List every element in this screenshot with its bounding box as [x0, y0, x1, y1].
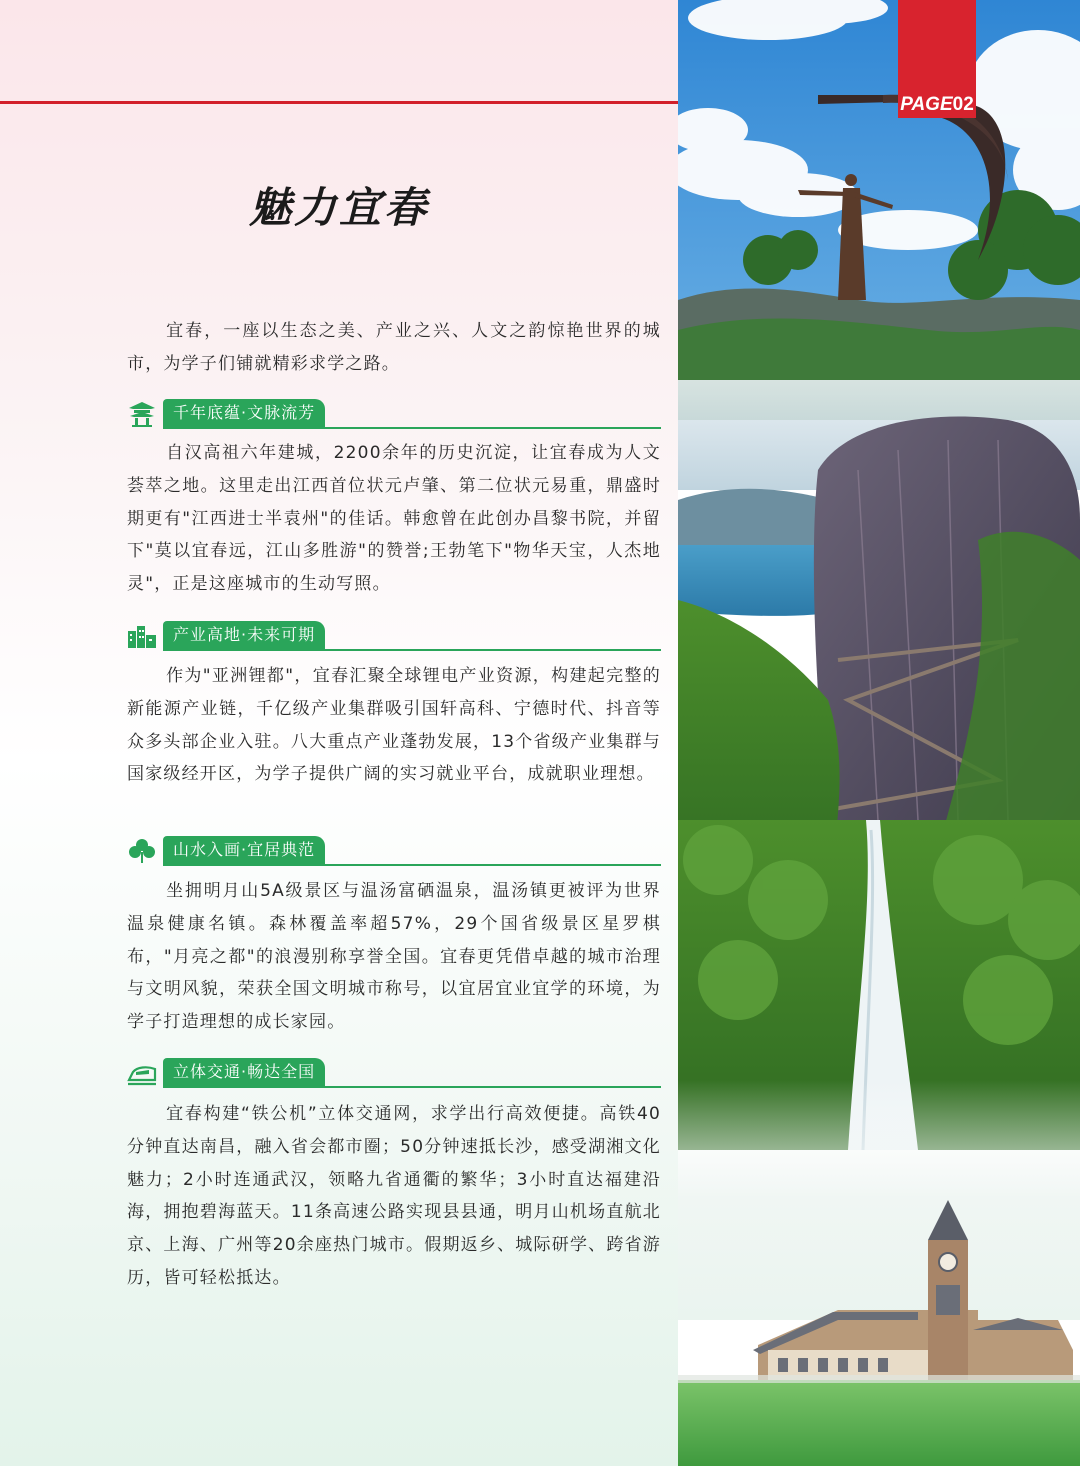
page-title: 魅力宜春	[248, 183, 429, 232]
clover-icon	[127, 838, 157, 864]
section-underline	[163, 864, 661, 866]
section-body-culture: 自汉高祖六年建城，2200余年的历史沉淀，让宜春成为人文荟萃之地。这里走出江西首位状元卢肇、第二位状元易重，鼎盛时期更有"江西进士半袁州"的佳话。韩愈曾在此创办昌黎书院，并留下"莫以宜春远，江山多胜游"的赞誉;王勃笔下"物华天宝，人杰地灵"，正是这座城市的生动写照。	[127, 443, 661, 595]
scenery-illustration	[678, 0, 1080, 1466]
section-heading-transport	[127, 1058, 661, 1088]
section-heading-culture	[127, 399, 661, 429]
section-underline	[163, 1086, 661, 1088]
section-title: 山水入画·宜居典范	[163, 836, 325, 864]
page-word: PAGE	[900, 94, 953, 115]
section-underline	[163, 427, 661, 429]
section-body-transport: 宜春构建“铁公机”立体交通网，求学出行高效便捷。高铁40分钟直达南昌，融入省会都市圈；50分钟速抵长沙，感受湖湘文化魅力；2小时连通武汉，领略九省通衢的繁华；3小时直达福建沿海，拥抱碧海蓝天。11条高速公路实现县县通，明月山机场直航北京、上海、广州等20余座热门城市。假期返乡、城际研学、跨省游历，皆可轻松抵达。	[127, 1104, 661, 1288]
intro-paragraph: 宜春，一座以生态之美、产业之兴、人文之韵惊艳世界的城市，为学子们铺就精彩求学之路。	[127, 321, 661, 374]
section-body-ecology: 坐拥明月山5A级景区与温汤富硒温泉，温汤镇更被评为世界温泉健康名镇。森林覆盖率超57%，29个国省级景区星罗棋布，"月亮之都"的浪漫别称享誉全国。宜春更凭借卓越的城市治理与文明风貌，荣获全国文明城市称号，以宜居宜业宜学的环境，为学子打造理想的成长家园。	[127, 881, 661, 1033]
pavilion-icon	[127, 401, 157, 427]
section-underline	[163, 649, 661, 651]
section-heading-ecology	[127, 836, 661, 866]
section-body-industry: 作为"亚洲锂都"，宜春汇聚全球锂电产业资源，构建起完整的新能源产业链，千亿级产业集群吸引国轩高科、宁德时代、抖音等众多头部企业入驻。八大重点产业蓬勃发展，13个省级产业集群与国家级经开区，为学子提供广阔的实习就业平台，成就职业理想。	[127, 666, 661, 785]
section-title: 产业高地·未来可期	[163, 621, 325, 649]
train-icon	[127, 1060, 157, 1086]
scenery-photo-column	[678, 0, 1080, 1466]
section-title: 千年底蕴·文脉流芳	[163, 399, 325, 427]
section-title: 立体交通·畅达全国	[163, 1058, 325, 1086]
section-heading-industry	[127, 621, 661, 651]
page-number-tab	[898, 0, 976, 118]
page-number: 02	[952, 94, 974, 115]
factory-icon	[127, 623, 157, 649]
